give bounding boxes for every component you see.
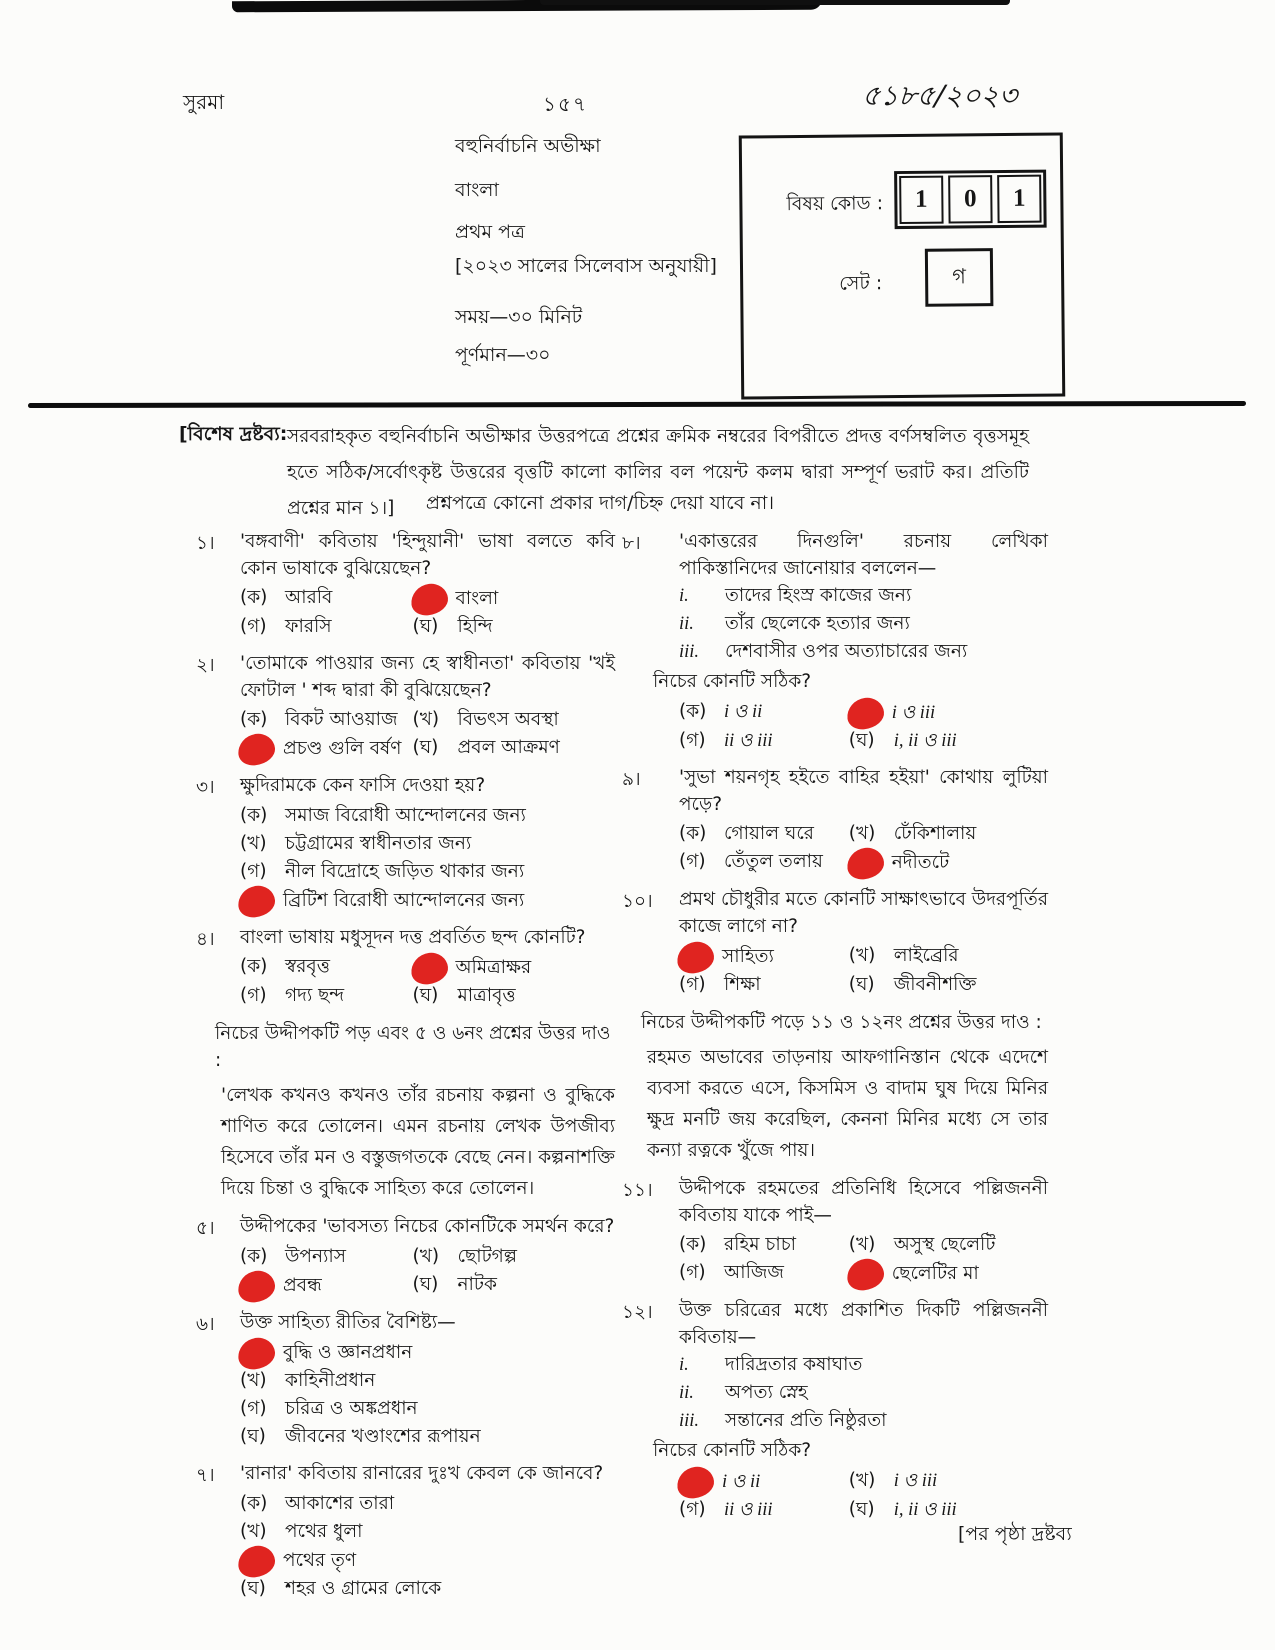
answer-mark-filled <box>409 951 450 986</box>
statement-text: দারিদ্রতার কষাঘাত <box>725 1354 863 1375</box>
set-label: সেট : <box>839 272 883 295</box>
option-label: (গ) <box>240 616 267 637</box>
option-label: (ঘ) <box>240 1577 266 1599</box>
option <box>679 727 849 755</box>
question-body <box>679 887 1048 999</box>
option <box>849 698 1048 727</box>
option <box>240 1490 615 1518</box>
option <box>413 613 616 641</box>
option-label: (ঘ) <box>412 985 439 1006</box>
option <box>240 802 615 830</box>
passage-text: 'লেখক কখনও কখনও তাঁর রচনায় কল্পনা ও বুদ্ধিকে শাণিত করে তোলেন। এমন রচনায় লেখক উপজীব্য হিসেবে তাঁর মন ও বস্তুজগতকে বেছে নেন। কল্পনাশক্তি দিয়ে চিন্তা ও বুদ্ধিকে সাহিত্য করে তোলেন। <box>221 1085 615 1199</box>
option-text: জীবনের খণ্ডাংশের রূপায়ন <box>285 1426 481 1447</box>
statement-text: সন্তানের প্রতি নিষ্ঠুরতা <box>725 1410 887 1431</box>
header-divider-rule <box>28 401 1246 408</box>
option <box>413 706 616 734</box>
statement-label: ii. <box>679 614 694 634</box>
option <box>240 982 413 1010</box>
statement-text: অপত্য স্নেহ <box>725 1382 808 1403</box>
option <box>240 1395 615 1423</box>
statement-item <box>679 610 1048 638</box>
option <box>849 1259 1048 1288</box>
option <box>413 953 616 982</box>
no-marking-note: প্রশ্নপত্রে কোনো প্রকার দাগ/চিহ্ন দেয়া যাবে না। <box>425 492 775 514</box>
question <box>196 773 615 915</box>
question-text: উদ্দীপকের 'ভাবসত্য নিচের কোনটিকে সমর্থন করে? <box>240 1216 615 1237</box>
statement-label: i. <box>679 1355 689 1375</box>
option <box>849 971 1048 999</box>
question-text: বাংলা ভাষায় মধুসূদন দত্ত প্রবর্তিত ছন্দ কোনটি? <box>240 926 586 948</box>
option <box>240 1367 615 1395</box>
questions-right-column <box>622 529 1048 1534</box>
question-number: ৯। <box>622 769 641 790</box>
option-label: (ক) <box>240 709 268 730</box>
options <box>679 1231 1048 1288</box>
question-number: ১২। <box>622 1302 653 1323</box>
option-label: (গ) <box>240 985 267 1006</box>
question <box>196 925 615 1011</box>
correct-option-prompt: নিচের কোনটি সঠিক? <box>653 671 812 692</box>
question-number: ১১। <box>622 1180 653 1201</box>
time-allowed: সময়—৩০ মিনিট <box>455 306 583 328</box>
question <box>196 1461 615 1603</box>
option-text: রহিম চাচা <box>724 1234 797 1255</box>
option-text: অসুস্থ ছেলেটি <box>893 1234 996 1255</box>
option <box>679 698 849 727</box>
paper-name: প্রথম পত্র <box>455 221 525 243</box>
option-label: (গ) <box>240 860 267 882</box>
question-text: উক্ত চরিত্রের মধ্যে প্রকাশিত দিকটি পল্লিজননী কবিতায়— <box>679 1300 1048 1348</box>
option-text: তেঁতুল তলায় <box>724 851 823 872</box>
options <box>679 820 1048 877</box>
syllabus-note: [২০২৩ সালের সিলেবাস অনুযায়ী] <box>455 255 717 277</box>
option-label: (ঘ) <box>412 616 439 637</box>
passage-intro: নিচের উদ্দীপকটি পড়ে ১১ ও ১২নং প্রশ্নের উত্তর দাও : <box>641 1012 1042 1033</box>
option <box>240 734 413 763</box>
options <box>240 706 615 763</box>
option-text: ii ও iii <box>724 1500 773 1520</box>
option-label: (গ) <box>679 851 706 872</box>
passage-text: রহমত অভাবের তাড়নায় আফগানিস্তান থেকে এদেশে ব্যবসা করতে এসে, কিসমিস ও বাদাম ঘুষ দিয়ে মিনির ক্ষুদ্র মনটি জয় করেছিল, কেননা মিনির মধ্যে সে তার কন্যা রত্নকে খুঁজে পায়। <box>647 1047 1048 1161</box>
option <box>679 820 849 848</box>
option <box>679 971 849 999</box>
question <box>622 1298 1048 1524</box>
option-text: হিন্দি <box>457 616 493 637</box>
option-label: (গ) <box>679 974 706 995</box>
option-label: (গ) <box>679 730 706 751</box>
options <box>679 698 1048 755</box>
publisher-name: সুরমা <box>183 90 225 114</box>
option-label: (ক) <box>679 1234 707 1255</box>
option-label: (খ) <box>240 1370 267 1391</box>
statement-item <box>679 638 1048 666</box>
question <box>622 887 1048 999</box>
question-body <box>679 1176 1048 1288</box>
special-note-text: সরবরাহকৃত বহুনির্বাচনি অভীক্ষার উত্তরপত্রে প্রশ্নের ক্রমিক নম্বরের বিপরীতে প্রদত্ত বর্ণসম্বলিত বৃত্তসমূহ হতে সঠিক/সর্বোৎকৃষ্ট উত্তরের বৃত্তটি কালো কালির বল পয়েন্ট কলম দ্বারা সম্পূর্ণ ভরাট কর। প্রতিটি প্রশ্নের মান ১।] <box>287 426 1029 519</box>
options <box>240 953 615 1010</box>
option-text: i ও iii <box>893 1471 938 1491</box>
question <box>622 765 1048 877</box>
question-text: 'সুভা শয়নগৃহ হইতে বাহির হইয়া' কোথায় লুটিয়া পড়ে? <box>679 767 1048 815</box>
option-text: আরবি <box>285 587 333 608</box>
option-text: আকাশের তারা <box>285 1492 395 1514</box>
statement-label: i. <box>679 586 689 606</box>
option-text: বাংলা <box>455 588 499 609</box>
answer-mark-filled <box>845 846 886 881</box>
question-number: ৮। <box>622 533 641 554</box>
question-body <box>240 529 615 641</box>
question-body <box>679 765 1048 877</box>
page-number: ১৫৭ <box>543 92 588 116</box>
option-label: (ক) <box>679 701 707 722</box>
answer-mark-filled <box>675 1465 716 1500</box>
option <box>240 613 413 641</box>
option-text: প্রবল আক্রমণ <box>457 737 560 758</box>
option-text: স্বরবৃত্ত <box>285 956 330 977</box>
question <box>196 529 615 641</box>
answer-mark-filled <box>236 883 277 918</box>
question-body <box>240 925 615 1011</box>
option-label: (গ) <box>679 1499 706 1520</box>
statement-item <box>679 1351 1048 1379</box>
full-marks: পূর্ণমান—৩০ <box>455 344 551 366</box>
option-text: কাহিনীপ্রধান <box>285 1370 376 1391</box>
option-text: চরিত্র ও অঙ্কপ্রধান <box>285 1398 418 1419</box>
option-label: (গ) <box>240 1398 267 1419</box>
option <box>240 858 615 886</box>
question <box>196 1214 615 1300</box>
question-text: 'রানার' কবিতায় রানারের দুঃখ কেবল কে জানবে? <box>240 1463 604 1484</box>
option <box>849 1231 1048 1259</box>
next-page-note: [পর পৃষ্ঠা দ্রষ্টব্য <box>958 1523 1072 1545</box>
statement-item <box>679 1379 1048 1407</box>
option <box>240 1338 615 1367</box>
option <box>240 953 413 982</box>
question-body <box>240 773 615 915</box>
question-text: 'তোমাকে পাওয়ার জন্য হে স্বাধীনতা' কবিতায় 'খই ফোটাল ' শব্দ দ্বারা কী বুঝিয়েছেন? <box>240 653 615 701</box>
correct-option-prompt: নিচের কোনটি সঠিক? <box>653 1440 812 1461</box>
option-text: ব্রিটিশ বিরোধী আন্দোলনের জন্য <box>283 889 525 911</box>
answer-mark-filled <box>236 732 277 767</box>
option-text: i ও ii <box>722 1472 761 1492</box>
option-label: (ঘ) <box>848 974 875 995</box>
option-text: ছেলেটির মা <box>891 1263 979 1284</box>
option <box>240 1518 615 1546</box>
option-text: প্রবন্ধ <box>283 1274 322 1296</box>
answer-mark-filled <box>845 1257 886 1292</box>
subject-name: বাংলা <box>455 179 499 201</box>
option-text: i ও ii <box>724 702 763 722</box>
option-text: বুদ্ধি ও জ্ঞানপ্রধান <box>283 1342 413 1363</box>
option <box>240 1423 615 1451</box>
option-text: চট্টগ্রামের স্বাধীনতার জন্য <box>285 832 472 854</box>
question-number: ৭। <box>196 1465 215 1486</box>
option-label: (ঘ) <box>412 737 439 758</box>
question-text: 'একাত্তরের দিনগুলি' রচনায় লেখিকা পাকিস্তানিদের জানোয়ার বললেন— <box>679 531 1048 579</box>
option <box>413 584 616 613</box>
statement-text: তাদের হিংস্র কাজের জন্য <box>725 585 912 606</box>
option-label: (খ) <box>848 945 876 966</box>
question-text: ক্ষুদিরামকে কেন ফাসি দেওয়া হয়? <box>240 775 486 796</box>
question-body <box>653 1298 1048 1524</box>
option-text: ছোটগল্প <box>457 1245 517 1267</box>
question-text: প্রমথ চৌধুরীর মতে কোনটি সাক্ষাৎভাবে উদরপূর্তির কাজে লাগে না? <box>679 889 1048 937</box>
option-label: (খ) <box>848 823 876 844</box>
option-label: (খ) <box>412 709 440 730</box>
option <box>240 1546 615 1575</box>
option-text: পথের ধুলা <box>285 1520 363 1542</box>
statement-label: iii. <box>679 642 700 662</box>
option-text: i ও iii <box>891 703 936 723</box>
question-text: 'বঙ্গবাণী' কবিতায় 'হিন্দুয়ানী' ভাষা বলতে কবি কোন ভাষাকে বুঝিয়েছেন? <box>240 531 615 579</box>
special-note-label: [বিশেষ দ্রষ্টব্য: <box>179 423 288 445</box>
question-text: উদ্দীপকে রহমতের প্রতিনিধি হিসেবে পল্লিজননী কবিতায় যাকে পাই— <box>679 1178 1048 1226</box>
option-text: সমাজ বিরোধী আন্দোলনের জন্য <box>285 804 526 826</box>
option-text: উপন্যাস <box>285 1245 346 1267</box>
answer-mark-filled <box>845 696 886 731</box>
question-number: ১০। <box>622 891 653 912</box>
option <box>849 727 1048 755</box>
answer-mark-filled <box>409 582 450 617</box>
statement-item <box>679 1407 1048 1435</box>
option-label: (খ) <box>848 1470 876 1491</box>
option-label: (ক) <box>240 587 268 608</box>
statement-label: ii. <box>679 1383 694 1403</box>
option-label: (ক) <box>240 1492 268 1514</box>
option <box>679 1231 849 1259</box>
option-text: জীবনীশক্তি <box>893 974 977 995</box>
options <box>240 1243 615 1300</box>
question <box>622 529 1048 755</box>
set-value-box: গ <box>925 248 994 307</box>
question <box>622 1176 1048 1288</box>
option-text: আজিজ <box>724 1262 784 1283</box>
option-text: মাত্রাবৃত্ত <box>457 985 516 1006</box>
option-label: (খ) <box>240 1520 267 1542</box>
option-text: প্রচণ্ড গুলি বর্ষণ <box>283 738 402 759</box>
question-number: ৫। <box>196 1218 215 1239</box>
option-label: (ক) <box>240 804 268 826</box>
option <box>849 1467 1048 1496</box>
question <box>196 1310 615 1452</box>
option-text: গোয়াল ঘরে <box>724 823 814 844</box>
option-text: বিকট আওয়াজ <box>285 709 398 730</box>
option <box>679 1259 849 1288</box>
option <box>849 820 1048 848</box>
answer-mark-filled <box>236 1336 277 1371</box>
option-label: (ঘ) <box>848 730 875 751</box>
option <box>679 1467 849 1496</box>
question-number: ৪। <box>196 928 215 950</box>
option-text: গদ্য ছন্দ <box>285 985 345 1006</box>
option-text: নাটক <box>457 1273 497 1295</box>
options <box>240 802 615 915</box>
options <box>240 584 615 641</box>
question-text: উক্ত সাহিত্য রীতির বৈশিষ্ট্য— <box>240 1311 456 1333</box>
option <box>413 1243 616 1271</box>
statement-item <box>679 582 1048 610</box>
question-number: ১। <box>196 533 215 554</box>
statement-text: তাঁর ছেলেকে হত্যার জন্য <box>725 613 910 634</box>
option-label: (খ) <box>240 832 267 854</box>
question-number: ৬। <box>196 1313 215 1335</box>
option <box>240 1243 413 1271</box>
option <box>413 982 616 1010</box>
option-label: (খ) <box>848 1234 876 1255</box>
scan-artifact-top-tail <box>540 0 1010 5</box>
option-text: শহর ও গ্রামের লোকে <box>285 1577 442 1599</box>
option-text: i, ii ও iii <box>893 1500 957 1520</box>
subject-code-label: বিষয় কোড : <box>786 192 884 216</box>
option-text: সাহিত্য <box>722 946 774 967</box>
option-label: (ঘ) <box>848 1499 875 1520</box>
option-text: i, ii ও iii <box>893 731 957 751</box>
options <box>679 942 1048 999</box>
question-number: ২। <box>196 655 215 676</box>
question-body <box>240 1310 615 1452</box>
option-text: শিক্ষা <box>724 974 761 995</box>
option <box>240 886 615 915</box>
option <box>240 1271 413 1300</box>
option <box>849 848 1048 877</box>
options <box>240 1490 615 1603</box>
options <box>679 1467 1048 1524</box>
subject-code-digits <box>894 170 1047 229</box>
questions-left-column <box>196 529 615 1613</box>
question <box>196 651 615 763</box>
option-text: নদীতটে <box>891 852 950 873</box>
code-digit: 0 <box>948 175 992 223</box>
question-body <box>240 1461 615 1603</box>
option-label: (ঘ) <box>412 1273 439 1295</box>
answer-mark-filled <box>675 940 716 975</box>
option <box>240 830 615 858</box>
question-body <box>240 1214 615 1300</box>
passage-intro: নিচের উদ্দীপকটি পড় এবং ৫ ও ৬নং প্রশ্নের উত্তর দাও : <box>215 1023 611 1071</box>
code-digit: 1 <box>997 175 1041 223</box>
paper-code-handwritten: ৫১৮৫/২০২৩ <box>860 79 1019 112</box>
option <box>849 942 1048 971</box>
option <box>240 584 413 613</box>
question-body <box>653 529 1048 755</box>
option-label: (ক) <box>240 1245 268 1267</box>
option-label: (গ) <box>679 1262 706 1283</box>
code-digit: 1 <box>899 176 943 224</box>
option <box>679 942 849 971</box>
option <box>413 1271 616 1300</box>
option-text: ফারসি <box>285 616 332 637</box>
answer-mark-filled <box>236 1268 277 1303</box>
option <box>240 1575 615 1603</box>
option <box>240 706 413 734</box>
option-text: ঢেঁকিশালায় <box>893 823 977 844</box>
option-label: (ক) <box>240 956 268 977</box>
option-text: পথের তৃণ <box>283 1549 357 1571</box>
question-body <box>240 651 615 763</box>
option-text: বিভৎস অবস্থা <box>457 709 559 730</box>
question-number: ৩। <box>196 777 215 798</box>
option-text: নীল বিদ্রোহে জড়িত থাকার জন্য <box>285 860 525 882</box>
exam-title: বহুনির্বাচনি অভীক্ষা <box>455 135 601 157</box>
option-text: ii ও iii <box>724 731 773 751</box>
answer-mark-filled <box>236 1543 277 1578</box>
option <box>679 1496 849 1524</box>
options <box>240 1338 615 1451</box>
option-text: লাইব্রেরি <box>893 945 959 966</box>
statement-label: iii. <box>679 1411 700 1431</box>
option-label: (ক) <box>679 823 707 844</box>
option-label: (ঘ) <box>240 1426 266 1447</box>
option-label: (খ) <box>412 1245 440 1267</box>
option <box>413 734 616 763</box>
option-text: অমিত্রাক্ষর <box>455 957 532 978</box>
subject-code-box <box>739 132 1066 399</box>
option <box>679 848 849 877</box>
statement-text: দেশবাসীর ওপর অত্যাচারের জন্য <box>725 641 968 662</box>
